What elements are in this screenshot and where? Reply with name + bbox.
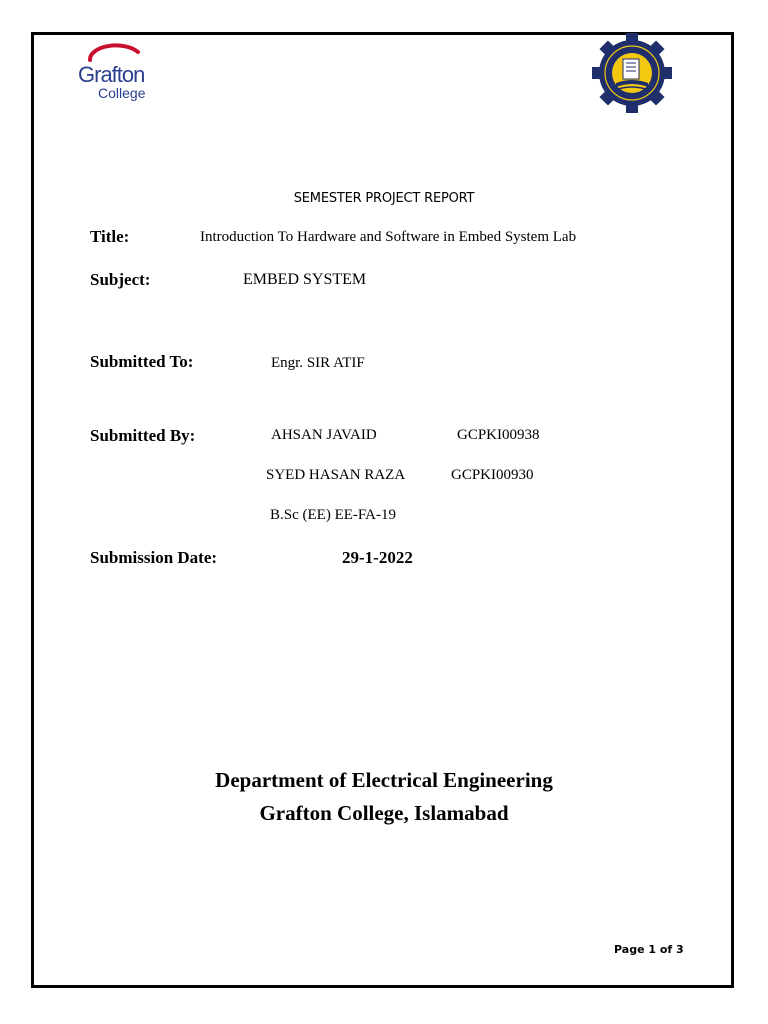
program-code: B.Sc (EE) EE-FA-19 [270,507,396,523]
report-heading: SEMESTER PROJECT REPORT [293,191,475,206]
page-number: Page 1 of 3 [614,943,684,956]
student-id: GCPKI00938 [457,427,540,443]
submitted-by-label: Submitted By: [90,426,196,445]
student-id: GCPKI00930 [451,467,534,483]
department-name: Department of Electrical Engineering [215,768,553,792]
submission-date-label: Submission Date: [90,548,218,567]
student-name: SYED HASAN RAZA [266,467,406,483]
logo-line2: College [98,85,146,101]
title-value: Introduction To Hardware and Software in Embed System Lab [200,229,577,245]
student-name: AHSAN JAVAID [271,427,377,443]
submission-date-value: 29-1-2022 [342,548,413,567]
submitted-to-value: Engr. SIR ATIF [271,355,365,371]
title-label: Title: [90,227,130,246]
college-name: Grafton College, Islamabad [259,801,509,825]
submitted-to-label: Submitted To: [90,352,194,371]
subject-value: EMBED SYSTEM [243,271,367,288]
university-seal-logo [592,32,672,114]
logo-line1: Grafton [78,62,145,87]
subject-label: Subject: [90,270,151,289]
grafton-college-logo [68,38,164,104]
